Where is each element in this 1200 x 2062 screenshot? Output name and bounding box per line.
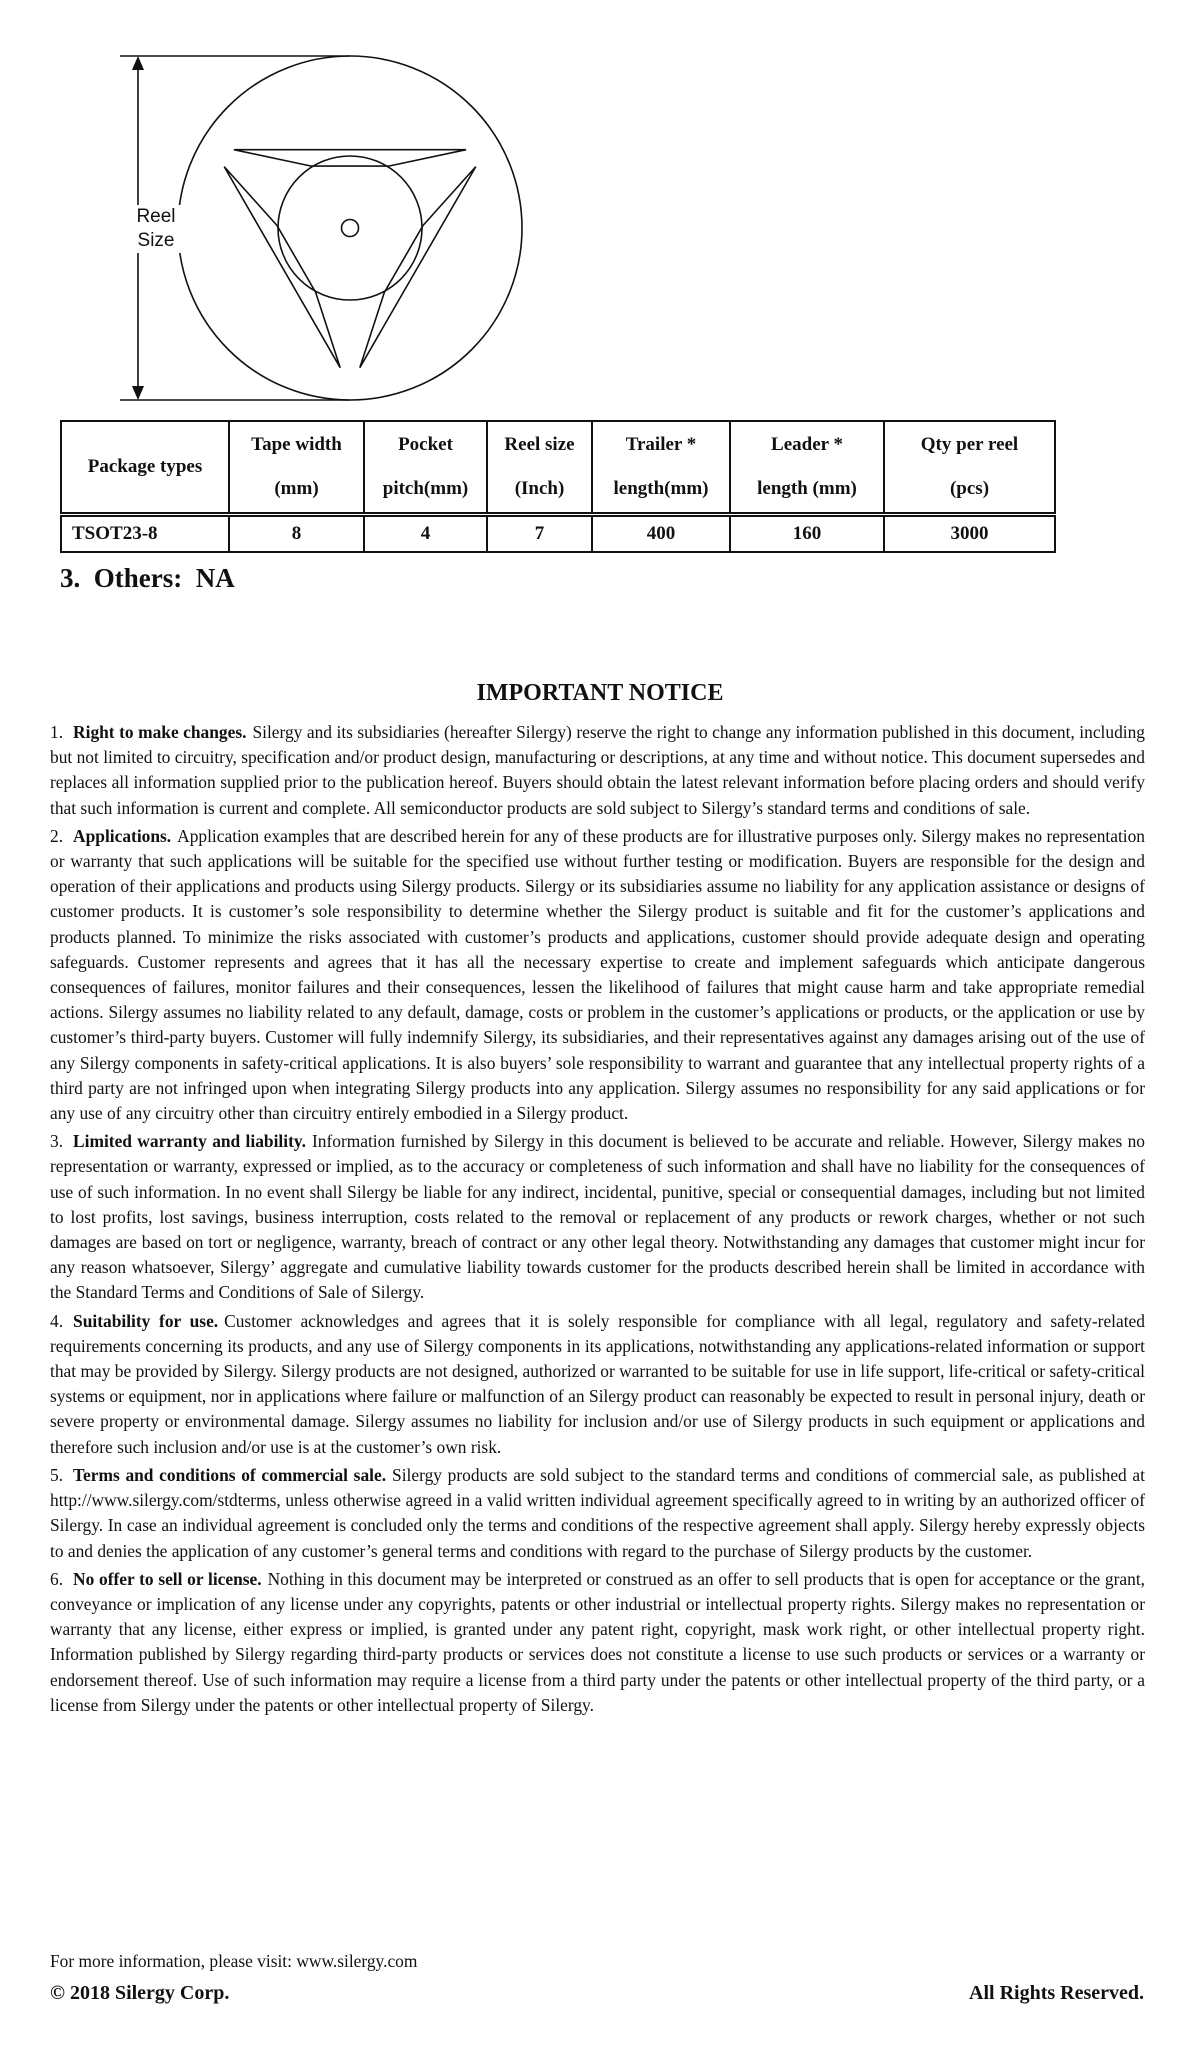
reel-spoke-opening-2 bbox=[360, 167, 476, 368]
cell-trailer-length: 400 bbox=[592, 515, 730, 553]
clause-text: Information furnished by Silergy in this document is believed to be accurate and reliable. However, Silergy makes no representation or warranty, expressed or implied, as to the accuracy or completeness of such information and shall have no liability for the consequences of use of such information. In no event shall Silergy be liable for any indirect, incidental, punitive, special or consequential damages, including but not limited to lost profits, lost savings, business interruption, costs related to the removal or replacement of any products or rework charges, whether or not such damages are based on tort or negligence, warranty, breach of contract or any other legal theory. Notwithstanding any damages that customer might incur for any reason whatsoever, Silergy’ aggregate and cumulative liability towards customer for the products described herein shall be limited in accordance with the Standard Terms and Conditions of Sale of Silergy. bbox=[50, 1131, 1145, 1303]
notice-clause-3: 3. Limited warranty and liability. Information furnished by Silergy in this document is believed to be accurate and reliable. However, Silergy makes no representation or warranty, expressed or implied, as to the accuracy or completeness of such information and shall have no liability for the consequences of use of such information. In no event shall Silergy be liable for any indirect, incidental, punitive, special or consequential damages, including but not limited to lost profits, lost savings, business interruption, costs related to the removal or replacement of any products or rework charges, whether or not such damages are based on tort or negligence, warranty, breach of contract or any other legal theory. Notwithstanding any damages that customer might incur for any reason whatsoever, Silergy’ aggregate and cumulative liability towards customer for the products described herein shall be limited in accordance with the Standard Terms and Conditions of Sale of Silergy. bbox=[50, 1131, 1145, 1303]
header-trailer-length: Trailer * length(mm) bbox=[592, 421, 730, 515]
reel-size-label bbox=[131, 205, 181, 253]
cell-pocket-pitch: 4 bbox=[364, 515, 487, 553]
notice-clause-1: 1. Right to make changes. Silergy and its subsidiaries (hereafter Silergy) reserve the right to change any information published in this document, including but not limited to circuitry, specification and/or product design, manufacturing or descriptions, at any time and without notice. This document supersedes and replaces all information supplied prior to the publication hereof. Buyers should obtain the latest relevant information before placing orders and should verify that such information is current and complete. All semiconductor products are sold subject to Silergy’s standard terms and conditions of sale. bbox=[50, 722, 1145, 818]
dimension-arrow-bottom bbox=[132, 386, 144, 400]
cell-reel-size: 7 bbox=[487, 515, 592, 553]
header-reel-size: Reel size (Inch) bbox=[487, 421, 592, 515]
cell-package-type: TSOT23-8 bbox=[72, 523, 158, 544]
clause-title: Applications. bbox=[73, 825, 172, 846]
notice-clause-4: 4. Suitability for use. Customer acknowledges and agrees that it is solely responsible for compliance with all legal, regulatory and safety-related requirements concerning its products, and any use of Silergy components in its applications, notwithstanding any applications-related information or support that may be provided by Silergy. Silergy products are not designed, authorized or warranted to be suitable for use in life support, life-critical or safety-critical systems or equipment, nor in applications where failure or malfunction of an Silergy product can reasonably be expected to result in personal injury, death or severe property or environmental damage. Silergy assumes no liability for inclusion and/or use of Silergy products in such equipment or applications and therefore such inclusion and/or use is at the customer’s own risk. bbox=[50, 1310, 1145, 1457]
more-info-text: For more information, please visit: www.silergy.com bbox=[50, 1951, 418, 1971]
clause-text: Application examples that are described herein for any of these products are for illustrative purposes only. Silergy makes no representation or warranty that such applications will be suitable for the specified use without further testing or modification. Buyers are responsible for the design and operation of their applications and products using Silergy products. Silergy or its subsidiaries assume no liability for any application assistance or designs of customer products. It is customer’s sole responsibility to determine whether the Silergy product is suitable and fit for the customer’s applications and products planned. To minimize the risks associated with customer’s products and applications, customer should provide adequate design and operating safeguards. Customer represents and agrees that it has all the necessary expertise to create and implement safeguards which anticipate dangerous consequences of failures, monitor failures and their consequences, lessen the likelihood of failures that might cause harm and take appropriate remedial actions. Silergy assumes no liability related to any default, damage, costs or problem in the customer’s applications or products, or the application or use by customer’s third-party buyers. Customer will fully indemnify Silergy, its subsidiaries, and their representatives against any damages arising out of the use of any Silergy components in safety-critical applications. It is also buyers’ sole responsibility to warrant and guarantee that any intellectual property rights of a third party are not infringed upon when integrating Silergy products into any application. Silergy assumes no responsibility for any said applications or for any use of any circuitry other than circuitry entirely embodied in a Silergy product. bbox=[50, 825, 1145, 1124]
reel-center-hole bbox=[342, 220, 359, 237]
copyright-text: © 2018 Silergy Corp. bbox=[50, 1982, 230, 2004]
header-qty-per-reel: Qty per reel (pcs) bbox=[884, 421, 1055, 515]
reel-spoke-openings bbox=[224, 150, 476, 368]
table-row bbox=[61, 515, 1055, 553]
reel-spoke-opening-3 bbox=[224, 167, 340, 368]
clause-text: Silergy products are sold subject to the standard terms and conditions of commercial sale, as published at http://www.silergy.com/stdterms, unless otherwise agreed in a valid written individual agreement specifically agreed to in writing by an authorized officer of Silergy. In case an individual agreement is concluded only the terms and conditions of the respective agreement shall apply. Silergy hereby expressly objects to and denies the application of any customer’s general terms and conditions with regard to the purchase of Silergy products by the customer. bbox=[50, 1464, 1145, 1561]
notice-clause-6: 6. No offer to sell or license. Nothing in this document may be interpreted or construed as an offer to sell products that is open for acceptance or the grant, conveyance or implication of any license under any copyrights, patents or other industrial or intellectual property rights. Silergy makes no representation or warranty that any license, either express or implied, is granted under any patent right, copyright, mask work right, or other intellectual property right. Information published by Silergy regarding third-party products or services does not constitute a license to use such products or services or a warranty or endorsement thereof. Use of such information may require a license from a third party under the patents or other intellectual property of the third party, or a license from Silergy under the patents or other intellectual property of Silergy. bbox=[50, 1568, 1146, 1715]
header-package-types: Package types bbox=[61, 421, 229, 515]
clause-text: Nothing in this document may be interpreted or construed as an offer to sell products that is open for acceptance or the grant, conveyance or implication of any license under any copyrights, patents or other industrial or intellectual property rights. Silergy makes no representation or warranty that any license, either express or implied, is granted under any patent right, copyright, mask work right, or other intellectual property right. Information published by Silergy regarding third-party products or services does not constitute a license to use such products or services or a warranty or endorsement thereof. Use of such information may require a license from a third party under the patents or other intellectual property of the third party, or a license from Silergy under the patents or other intellectual property of Silergy. bbox=[50, 1568, 1146, 1715]
notice-clause-2: 2. Applications. Application examples that are described herein for any of these products are for illustrative purposes only. Silergy makes no representation or warranty that such applications will be suitable for the specified use without further testing or modification. Buyers are responsible for the design and operation of their applications and products using Silergy products. Silergy or its subsidiaries assume no liability for any application assistance or designs of customer products. It is customer’s sole responsibility to determine whether the Silergy product is suitable and fit for the customer’s applications and products planned. To minimize the risks associated with customer’s products and applications, customer should provide adequate design and operating safeguards. Customer represents and agrees that it has all the necessary expertise to create and implement safeguards which anticipate dangerous consequences of failures, monitor failures and their consequences, lessen the likelihood of failures that might cause harm and take appropriate remedial actions. Silergy assumes no liability related to any default, damage, costs or problem in the customer’s applications or products, or the application or use by customer’s third-party buyers. Customer will fully indemnify Silergy, its subsidiaries, and their representatives against any damages arising out of the use of any Silergy components in safety-critical applications. It is also buyers’ sole responsibility to warrant and guarantee that any intellectual property rights of a third party are not infringed upon when integrating Silergy products into any application. Silergy assumes no responsibility for any said applications or for any use of any circuitry other than circuitry entirely embodied in a Silergy product. bbox=[50, 825, 1145, 1124]
notice-body bbox=[50, 720, 1145, 1721]
clause-title: Limited warranty and liability. bbox=[73, 1131, 306, 1152]
important-notice-title: IMPORTANT NOTICE bbox=[476, 680, 724, 706]
clause-title: Suitability for use. bbox=[73, 1310, 219, 1331]
dimension-arrow-top bbox=[132, 56, 144, 70]
header-pocket-pitch: Pocket pitch(mm) bbox=[364, 421, 487, 515]
tape-reel-spec-table bbox=[60, 420, 1056, 553]
reel-diagram bbox=[118, 52, 558, 404]
reel-spoke-opening-1 bbox=[234, 150, 466, 166]
reel-size-label-line2: Size bbox=[137, 230, 175, 251]
cell-leader-length: 160 bbox=[730, 515, 884, 553]
cell-tape-width: 8 bbox=[229, 515, 364, 553]
cell-qty-per-reel: 3000 bbox=[884, 515, 1055, 553]
rights-reserved-text: All Rights Reserved. bbox=[969, 1982, 1144, 2004]
clause-title: Terms and conditions of commercial sale. bbox=[73, 1464, 387, 1485]
table-header-row bbox=[61, 421, 1055, 515]
clause-text: Silergy and its subsidiaries (hereafter Silergy) reserve the right to change any information published in this document, including but not limited to circuitry, specification and/or product design, manufacturing or descriptions, at any time and without notice. This document supersedes and replaces all information supplied prior to the publication hereof. Buyers should obtain the latest relevant information before placing orders and should verify that such information is current and complete. All semiconductor products are sold subject to Silergy’s standard terms and conditions of sale. bbox=[50, 722, 1145, 818]
clause-text: Customer acknowledges and agrees that it is solely responsible for compliance with all legal, regulatory and safety-related requirements concerning its products, and any use of Silergy components in its applications, notwithstanding any applications-related information or support that may be provided by Silergy. Silergy products are not designed, authorized or warranted to be suitable for use in life support, life-critical or safety-critical systems or equipment, nor in applications where failure or malfunction of an Silergy product can reasonably be expected to result in personal injury, death or severe property or environmental damage. Silergy assumes no liability for inclusion and/or use of Silergy products in such equipment or applications and therefore such inclusion and/or use is at the customer’s own risk. bbox=[50, 1310, 1145, 1457]
reel-outer-circle bbox=[178, 56, 522, 400]
header-leader-length: Leader * length (mm) bbox=[730, 421, 884, 515]
others-heading: 3. Others: NA bbox=[60, 563, 235, 593]
clause-title: Right to make changes. bbox=[73, 722, 247, 742]
notice-clause-5: 5. Terms and conditions of commercial sale. Silergy products are sold subject to the standard terms and conditions of commercial sale, as published at http://www.silergy.com/stdterms, unless otherwise agreed in a valid written individual agreement specifically agreed to in writing by an authorized officer of Silergy. In case an individual agreement is concluded only the terms and conditions of the respective agreement shall apply. Silergy hereby expressly objects to and denies the application of any customer’s general terms and conditions with regard to the purchase of Silergy products by the customer. bbox=[50, 1464, 1145, 1561]
reel-hub-circle bbox=[278, 156, 422, 300]
reel-size-label-line1: Reel bbox=[136, 206, 176, 227]
header-tape-width: Tape width (mm) bbox=[229, 421, 364, 515]
clause-title: No offer to sell or license. bbox=[73, 1568, 262, 1589]
